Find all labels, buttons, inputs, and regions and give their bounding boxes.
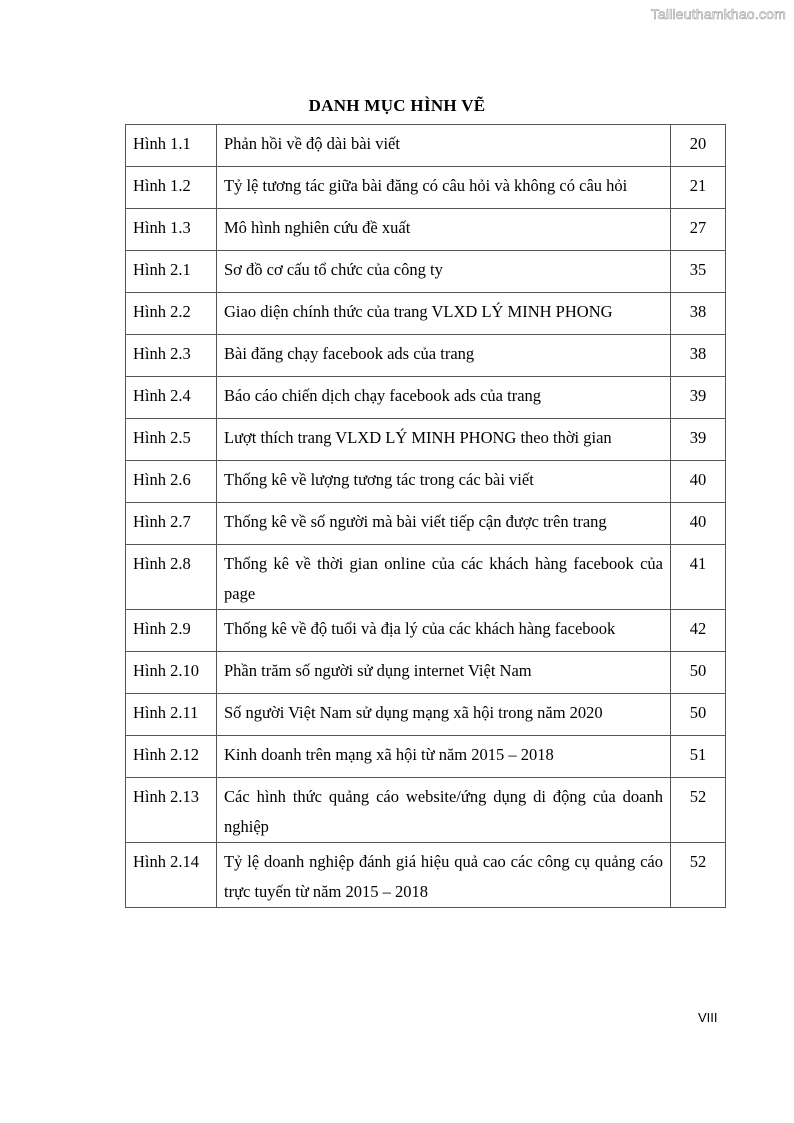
figure-page: 39 xyxy=(671,419,726,461)
table-row xyxy=(126,125,726,167)
page-title: DANH MỤC HÌNH VẼ xyxy=(308,96,486,115)
figure-label: Hình 2.7 xyxy=(126,503,217,545)
figure-title: Thống kê về lượng tương tác trong các bài viết xyxy=(217,461,671,503)
figure-label: Hình 2.14 xyxy=(126,843,217,908)
figure-page: 35 xyxy=(671,251,726,293)
table-row xyxy=(126,167,726,209)
table-row xyxy=(126,377,726,419)
figure-title: Các hình thức quảng cáo website/ứng dụng di động của doanh nghiệp xyxy=(217,778,671,843)
figure-title: Sơ đồ cơ cấu tổ chức của công ty xyxy=(217,251,671,293)
figure-page: 38 xyxy=(671,335,726,377)
table-row xyxy=(126,545,726,610)
figure-label: Hình 2.5 xyxy=(126,419,217,461)
figure-title: Thống kê về thời gian online của các khách hàng facebook của page xyxy=(217,545,671,610)
figure-label: Hình 1.2 xyxy=(126,167,217,209)
figure-label: Hình 2.4 xyxy=(126,377,217,419)
figure-label: Hình 2.3 xyxy=(126,335,217,377)
figure-title: Lượt thích trang VLXD LÝ MINH PHONG theo thời gian xyxy=(217,419,671,461)
figure-page: 20 xyxy=(671,125,726,167)
figure-page: 40 xyxy=(671,503,726,545)
figure-list-table xyxy=(125,124,726,908)
table-row xyxy=(126,843,726,908)
figure-title: Số người Việt Nam sử dụng mạng xã hội trong năm 2020 xyxy=(217,694,671,736)
figure-page: 21 xyxy=(671,167,726,209)
table-row xyxy=(126,335,726,377)
figure-label: Hình 2.2 xyxy=(126,293,217,335)
figure-title: Phản hồi về độ dài bài viết xyxy=(217,125,671,167)
figure-title: Thống kê về độ tuổi và địa lý của các khách hàng facebook xyxy=(217,610,671,652)
figure-page: 52 xyxy=(671,843,726,908)
figure-title: Bài đăng chạy facebook ads của trang xyxy=(217,335,671,377)
table-row xyxy=(126,461,726,503)
table-row xyxy=(126,694,726,736)
figure-title: Tỷ lệ doanh nghiệp đánh giá hiệu quả cao các công cụ quảng cáo trực tuyến từ năm 2015 – 2018 xyxy=(217,843,671,908)
table-row xyxy=(126,209,726,251)
watermark: Tailieuthamkhao.com xyxy=(650,6,786,22)
figure-title: Mô hình nghiên cứu đề xuất xyxy=(217,209,671,251)
figure-label: Hình 2.12 xyxy=(126,736,217,778)
figure-page: 41 xyxy=(671,545,726,610)
figure-title: Tỷ lệ tương tác giữa bài đăng có câu hỏi và không có câu hỏi xyxy=(217,167,671,209)
figure-label: Hình 2.11 xyxy=(126,694,217,736)
table-row xyxy=(126,778,726,843)
figure-title: Phần trăm số người sử dụng internet Việt Nam xyxy=(217,652,671,694)
page-number: VIII xyxy=(698,1010,718,1025)
table-row xyxy=(126,610,726,652)
figure-page: 38 xyxy=(671,293,726,335)
figure-page: 39 xyxy=(671,377,726,419)
figure-page: 50 xyxy=(671,652,726,694)
figure-label: Hình 2.10 xyxy=(126,652,217,694)
figure-label: Hình 1.3 xyxy=(126,209,217,251)
figure-page: 42 xyxy=(671,610,726,652)
table-row xyxy=(126,503,726,545)
figure-label: Hình 2.8 xyxy=(126,545,217,610)
figure-page: 51 xyxy=(671,736,726,778)
table-row xyxy=(126,251,726,293)
figure-label: Hình 2.1 xyxy=(126,251,217,293)
table-row xyxy=(126,419,726,461)
figure-page: 40 xyxy=(671,461,726,503)
figure-page: 50 xyxy=(671,694,726,736)
figure-label: Hình 2.9 xyxy=(126,610,217,652)
table-row xyxy=(126,736,726,778)
figure-page: 52 xyxy=(671,778,726,843)
figure-title: Giao diện chính thức của trang VLXD LÝ MINH PHONG xyxy=(217,293,671,335)
table-row xyxy=(126,652,726,694)
figure-title: Báo cáo chiến dịch chạy facebook ads của trang xyxy=(217,377,671,419)
figure-title: Kinh doanh trên mạng xã hội từ năm 2015 – 2018 xyxy=(217,736,671,778)
figure-label: Hình 2.6 xyxy=(126,461,217,503)
figure-label: Hình 2.13 xyxy=(126,778,217,843)
figure-label: Hình 1.1 xyxy=(126,125,217,167)
figure-title: Thống kê về số người mà bài viết tiếp cận được trên trang xyxy=(217,503,671,545)
figure-page: 27 xyxy=(671,209,726,251)
table-row xyxy=(126,293,726,335)
